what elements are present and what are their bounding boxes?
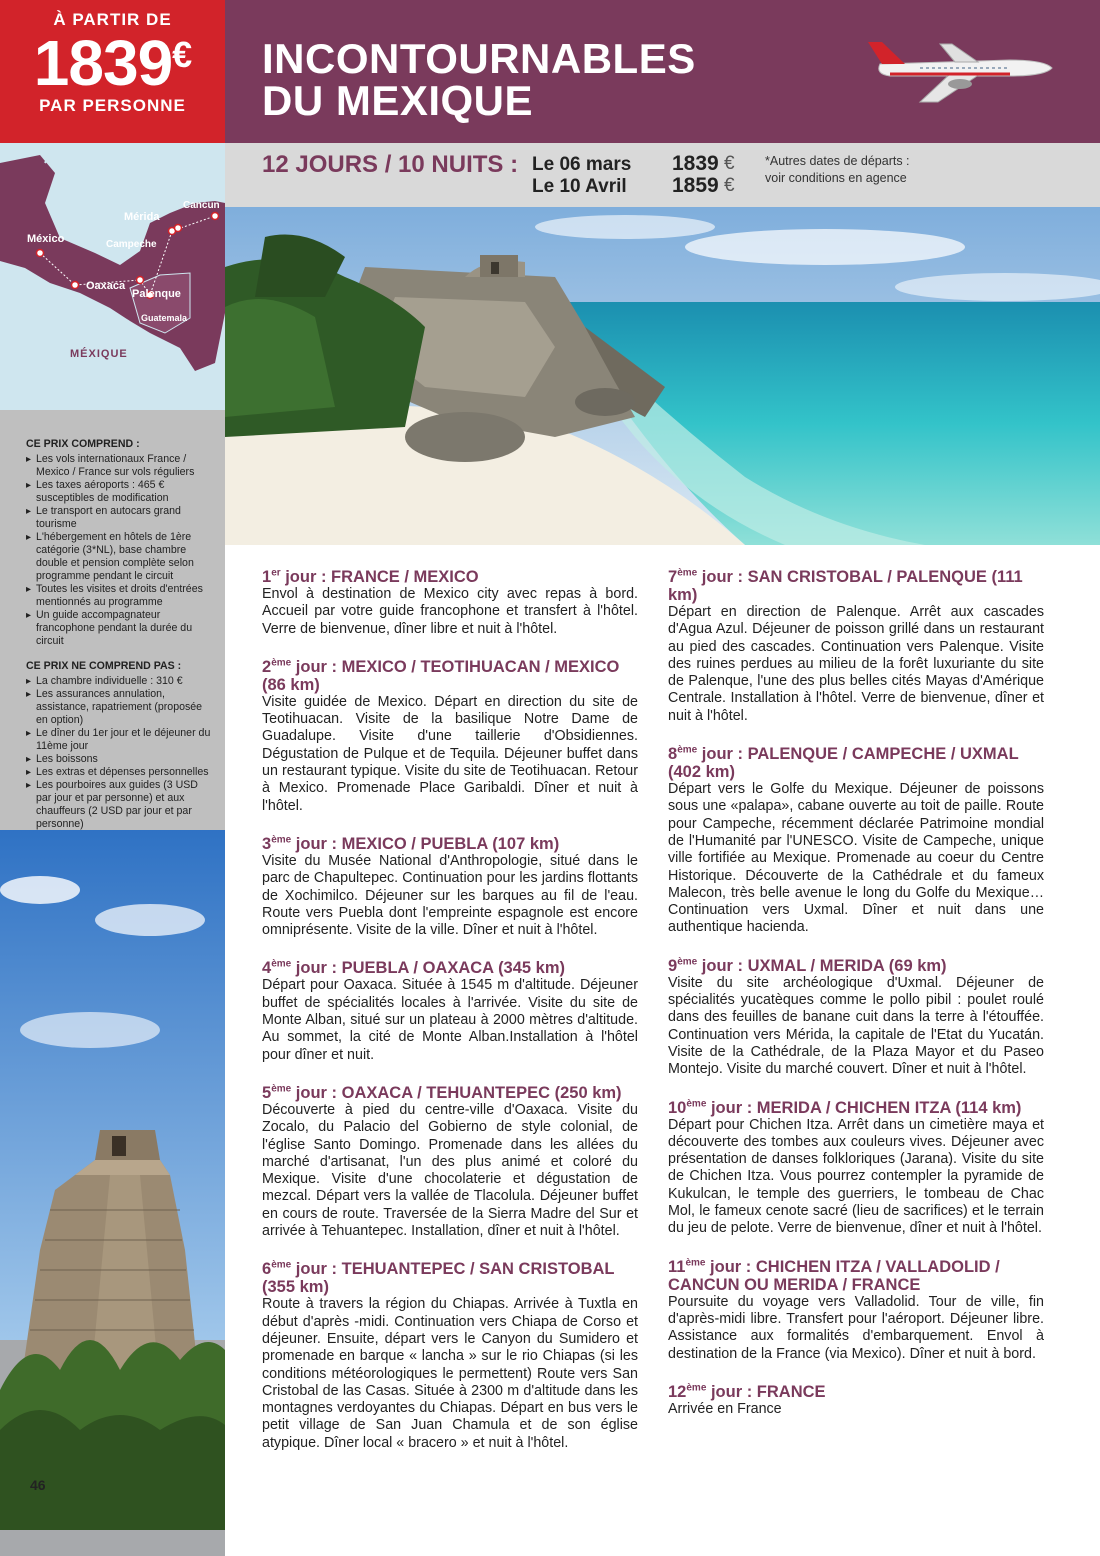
- departures-note: [765, 153, 910, 187]
- day-ordinal: ème: [685, 1257, 706, 1269]
- map-city-campeche: Campeche: [106, 239, 157, 250]
- day-title: jour : MEXICO / PUEBLA (107 km): [291, 834, 560, 853]
- price-value: 1839: [33, 27, 173, 99]
- day-2: [262, 658, 638, 815]
- itinerary-column-2: [668, 568, 1044, 1438]
- departure-price-1: 1839: [672, 152, 719, 175]
- price-suffix: PAR PERSONNE: [39, 96, 186, 115]
- day-heading: [668, 745, 1044, 781]
- day-3: [262, 835, 638, 939]
- day-ordinal: ème: [271, 958, 292, 970]
- list-item: ▸ Les taxes aéroports : 465 € susceptibles de modification: [26, 479, 215, 505]
- list-item: ▸ Toutes les visites et droits d'entrées mentionnés au programme: [26, 583, 215, 609]
- day-title: jour : UXMAL / MERIDA (69 km): [697, 956, 947, 975]
- day-12: [668, 1383, 1044, 1418]
- day-heading: [668, 568, 1044, 604]
- included-heading: CE PRIX COMPREND :: [26, 438, 140, 450]
- map-city-cancun: Cancun: [183, 200, 220, 211]
- day-text: Départ pour Oaxaca. Située à 1545 m d'altitude. Déjeuner buffet de spécialités locales à l'arrivée. Visite du site de Monte Alban, situé sur un plateau à 2000 mètres d'altitude. Au sommet, la cité de Monte Alban.Installation à l'hôtel pour dîner et nuit.: [262, 977, 638, 1063]
- day-ordinal: ème: [271, 834, 292, 846]
- day-number: 11: [668, 1257, 686, 1276]
- map-country-label: MÉXIQUE: [70, 348, 128, 360]
- price-box: [0, 0, 225, 143]
- airplane-icon: [860, 30, 1060, 110]
- title-line-1: INCONTOURNABLES: [262, 35, 696, 82]
- page-title: [262, 35, 696, 124]
- title-line-2: DU MEXIQUE: [262, 77, 534, 124]
- route-map: [0, 143, 225, 410]
- day-number: 9: [668, 956, 678, 975]
- day-8: [668, 745, 1044, 937]
- day-text: Arrivée en France: [668, 1400, 782, 1417]
- day-number: 3: [262, 834, 272, 853]
- day-number: 2: [262, 657, 272, 676]
- day-ordinal: er: [271, 567, 281, 579]
- day-heading: [668, 1383, 1044, 1401]
- day-heading: [668, 1258, 1044, 1294]
- day-9: [668, 957, 1044, 1079]
- map-city-guatemala: Guatemala: [141, 313, 188, 323]
- departures-note-line-1: *Autres dates de départs :: [765, 154, 910, 168]
- day-number: 7: [668, 568, 678, 586]
- day-title: jour : FRANCE / MEXICO: [280, 568, 479, 586]
- day-text: Départ en direction de Palenque. Arrêt aux cascades d'Agua Azul. Déjeuner de poisson grillé dans un restaurant au pied des cascades. Continuation vers Palenque. Visite des ruines perdues au milieu de la forêt luxuriante du site de Palenque, l'une des plus belles cités Mayas d'Amérique Centrale. Installation à l'hôtel. Verre de bienvenue, dîner et nuit à l'hôtel.: [668, 604, 1044, 724]
- day-11: [668, 1258, 1044, 1363]
- title-band: [225, 0, 1100, 143]
- day-number: 10: [668, 1098, 687, 1117]
- day-text: Visite du site archéologique d'Uxmal. Déjeuner de spécialités yucatèques comme le pollo pibil : poulet roulé dans des feuilles de banane cuit dans la terre à l'étouffée. Continuation vers Mérida, la capitale de l'Etat du Yucatán. Visite de la Cathédrale, de la Plaza Mayor et du Paseo Montejo. Visite du marché couvert. Dîner et nuit à l'hôtel.: [668, 974, 1044, 1078]
- day-number: 12: [668, 1382, 687, 1401]
- day-heading: [262, 835, 638, 853]
- day-title: jour : PALENQUE / CAMPECHE / UXMAL (402 km): [668, 745, 1019, 782]
- map-city-oaxaca: Oaxaca: [86, 280, 126, 292]
- list-item: ▸ Le dîner du 1er jour et le déjeuner du 11ème jour: [26, 727, 215, 753]
- day-heading: [262, 959, 638, 977]
- day-5: [262, 1084, 638, 1240]
- day-ordinal: ème: [677, 567, 698, 579]
- day-heading: [668, 957, 1044, 975]
- day-ordinal: ème: [686, 1098, 707, 1110]
- departure-date-2: Le 10 Avril: [532, 176, 627, 197]
- list-item: ▸ Les extras et dépenses personnelles: [26, 766, 215, 779]
- trip-duration: 12 JOURS / 10 NUITS :: [262, 151, 519, 178]
- day-ordinal: ème: [271, 1259, 292, 1271]
- day-6: [262, 1260, 638, 1452]
- day-text: Découverte à pied du centre-ville d'Oaxaca. Visite du Zocalo, du Palacio del Gobierno de style colonial, de l'église Santo Domingo. Promenade dans les allées du marché d'artisanat, l'un des plus animé et coloré du Mexique. Visite d'une chocolaterie et dégustation de mezcal. Départ vers la vallée de Tlacolula. Déjeuner buffet en cours de route. Traversée de la Sierra Madre del Sur et arrivée à Tehuantepec. Installation, dîner et nuit à l'hôtel.: [262, 1101, 638, 1240]
- day-ordinal: ème: [677, 956, 698, 968]
- price-amount: [0, 27, 225, 99]
- day-title: jour : OAXACA / TEHUANTEPEC (250 km): [291, 1083, 622, 1102]
- departure-price-2: 1859: [672, 174, 719, 197]
- day-ordinal: ème: [271, 1083, 292, 1095]
- day-ordinal: ème: [677, 744, 698, 756]
- departure-currency-2: €: [724, 175, 735, 196]
- excluded-heading: CE PRIX NE COMPREND PAS :: [26, 660, 182, 672]
- departure-currency-1: €: [724, 153, 735, 174]
- list-item: ▸ L'hébergement en hôtels de 1ère catégorie (3*NL), base chambre double et pension complète selon programme pendant le circuit: [26, 531, 215, 583]
- day-number: 4: [262, 959, 272, 978]
- day-1: [262, 568, 638, 638]
- day-heading: [668, 1099, 1044, 1117]
- hero-illustration: [225, 207, 1100, 545]
- day-ordinal: ème: [686, 1382, 707, 1394]
- day-4: [262, 959, 638, 1063]
- price-conditions-panel: [0, 410, 225, 830]
- list-item: ▸ La chambre individuelle : 310 €: [26, 675, 215, 688]
- day-heading: [262, 658, 638, 694]
- day-text: Visite guidée de Mexico. Départ en direction du site de Teotihuacan. Visite de la basilique Notre Dame de Guadalupe. Visite d'une taillerie d'Obsidiennes. Dégustation de Pulque et de Tequila. Déjeuner buffet dans un restaurant typique. Visite du site de Teotihuacan. Retour à Mexico. Promenade Place Garibaldi. Dîner et nuit à l'hôtel.: [262, 693, 638, 814]
- day-number: 6: [262, 1260, 272, 1279]
- day-title: jour : SAN CRISTOBAL / PALENQUE (111 km): [668, 568, 1023, 604]
- day-number: 5: [262, 1083, 272, 1102]
- list-item: ▸ Le transport en autocars grand tourisme: [26, 505, 215, 531]
- day-text: Départ pour Chichen Itza. Arrêt dans un cimetière maya et découverte des tombes aux couleurs vives. Déjeuner avec présentation de danses folkloriques (Jarana). Visite du site de Chichen Itza. Vous pourrez contempler la pyramide de Kukulcan, le temple des guerriers, le tombeau de Chac Mol, le fameux cenote sacré (lieu de sacrifices) et le terrain du jeu de pelote. Verre de bienvenue, dîner et nuit à l'hôtel.: [668, 1116, 1044, 1237]
- price-prefix: À PARTIR DE: [53, 10, 172, 29]
- map-city-merida: Mérida: [124, 211, 160, 223]
- day-text: Visite du Musée National d'Anthropologie, situé dans le parc de Chapultepec. Continuation pour les jardins flottants de Xochimilco. Déjeuner sur les barques au fil de l'eau. Route vers Puebla dont l'empreinte espagnole est encore omniprésente. Visite de la ville. Dîner et nuit à l'hôtel.: [262, 852, 638, 939]
- list-item: ▸ Un guide accompagnateur francophone pendant la durée du circuit: [26, 609, 215, 648]
- page-number: 46: [30, 1477, 46, 1493]
- day-heading: [262, 568, 638, 586]
- day-title: jour : MEXICO / TEOTIHUACAN / MEXICO (86 km): [262, 657, 620, 694]
- departures-note-line-2: voir conditions en agence: [765, 171, 907, 185]
- itinerary-column-1: [262, 568, 638, 1472]
- day-7: [668, 568, 1044, 725]
- included-list: [26, 453, 215, 648]
- day-text: Envol à destination de Mexico city avec repas à bord. Accueil par votre guide francophone et transfert à l'hôtel. Verre de bienvenue, dîner libre et nuit à l'hôtel.: [262, 586, 638, 637]
- pyramid-photo: [0, 830, 225, 1556]
- hero-photo-tulum: [225, 207, 1100, 545]
- day-title: jour : TEHUANTEPEC / SAN CRISTOBAL (355 km): [262, 1260, 615, 1297]
- day-number: 8: [668, 745, 678, 764]
- day-title: jour : MERIDA / CHICHEN ITZA (114 km): [706, 1098, 1022, 1117]
- day-heading: [262, 1084, 638, 1102]
- map-city-mexico: México: [27, 233, 65, 245]
- day-title: jour : PUEBLA / OAXACA (345 km): [291, 959, 566, 978]
- dates-band: [225, 143, 1100, 207]
- price-currency: €: [172, 34, 192, 75]
- day-text: Poursuite du voyage vers Valladolid. Tour de ville, fin d'après-midi libre. Transfert pour l'aéroport. Déjeuner libre. Assistance aux formalités d'embarquement. Envol à destination de la France (via Mexico). Dîner et nuit à bord.: [668, 1293, 1044, 1362]
- pyramid-illustration: [0, 830, 225, 1556]
- day-10: [668, 1099, 1044, 1238]
- day-heading: [262, 1260, 638, 1296]
- list-item: ▸ Les pourboires aux guides (3 USD par jour et par personne) et aux chauffeurs (2 USD par jour et par personne): [26, 779, 215, 831]
- day-ordinal: ème: [271, 657, 292, 669]
- departure-date-1: Le 06 mars: [532, 154, 632, 175]
- day-title: jour : FRANCE: [706, 1382, 826, 1401]
- list-item: ▸ Les vols internationaux France / Mexico / France sur vols réguliers: [26, 453, 215, 479]
- excluded-list: [26, 675, 215, 844]
- day-text: Route à travers la région du Chiapas. Arrivée à Tuxtla en début d'après -midi. Continuation vers Chiapa de Corso et déjeuner. Ensuite, départ vers le Canyon du Sumidero et promenade en barque « lancha » sur le rio Chiapas (si les conditions météorologiques le permettent) Route vers San Cristobal de las Casas. Située à 2300 m d'altitude dans les montagnes verdoyantes du Chiapas. Départ en bus vers le petit village de San Juan Chamula et de son église atypique. Dîner local « bracero » et nuit à l'hôtel.: [262, 1296, 638, 1451]
- map-shapes: [0, 143, 225, 410]
- list-item: ▸ Les boissons: [26, 753, 215, 766]
- day-text: Départ vers le Golfe du Mexique. Déjeuner de poissons sous une «palapa», cabane ouverte au toit de paille. Route pour Campeche, récemment déclarée Patrimoine mondial de l'Humanité par l'UNESCO. Visite de Campeche, unique ville fortifiée au Mexique. Promenade au coeur du Centre Historique. Découverte de la Cathédrale et du fameux Malecon, très belle avenue le long du Golfe du Mexique… Continuation vers Uxmal. Dîner et nuit dans une authentique hacienda.: [668, 781, 1044, 936]
- day-title: jour : CHICHEN ITZA / VALLADOLID / CANCUN OU MERIDA / FRANCE: [668, 1257, 1000, 1294]
- list-item: ▸ Les assurances annulation, assistance, rapatriement (proposée en option): [26, 688, 215, 727]
- day-number: 1: [262, 568, 272, 586]
- map-city-palenque: Palenque: [132, 288, 181, 300]
